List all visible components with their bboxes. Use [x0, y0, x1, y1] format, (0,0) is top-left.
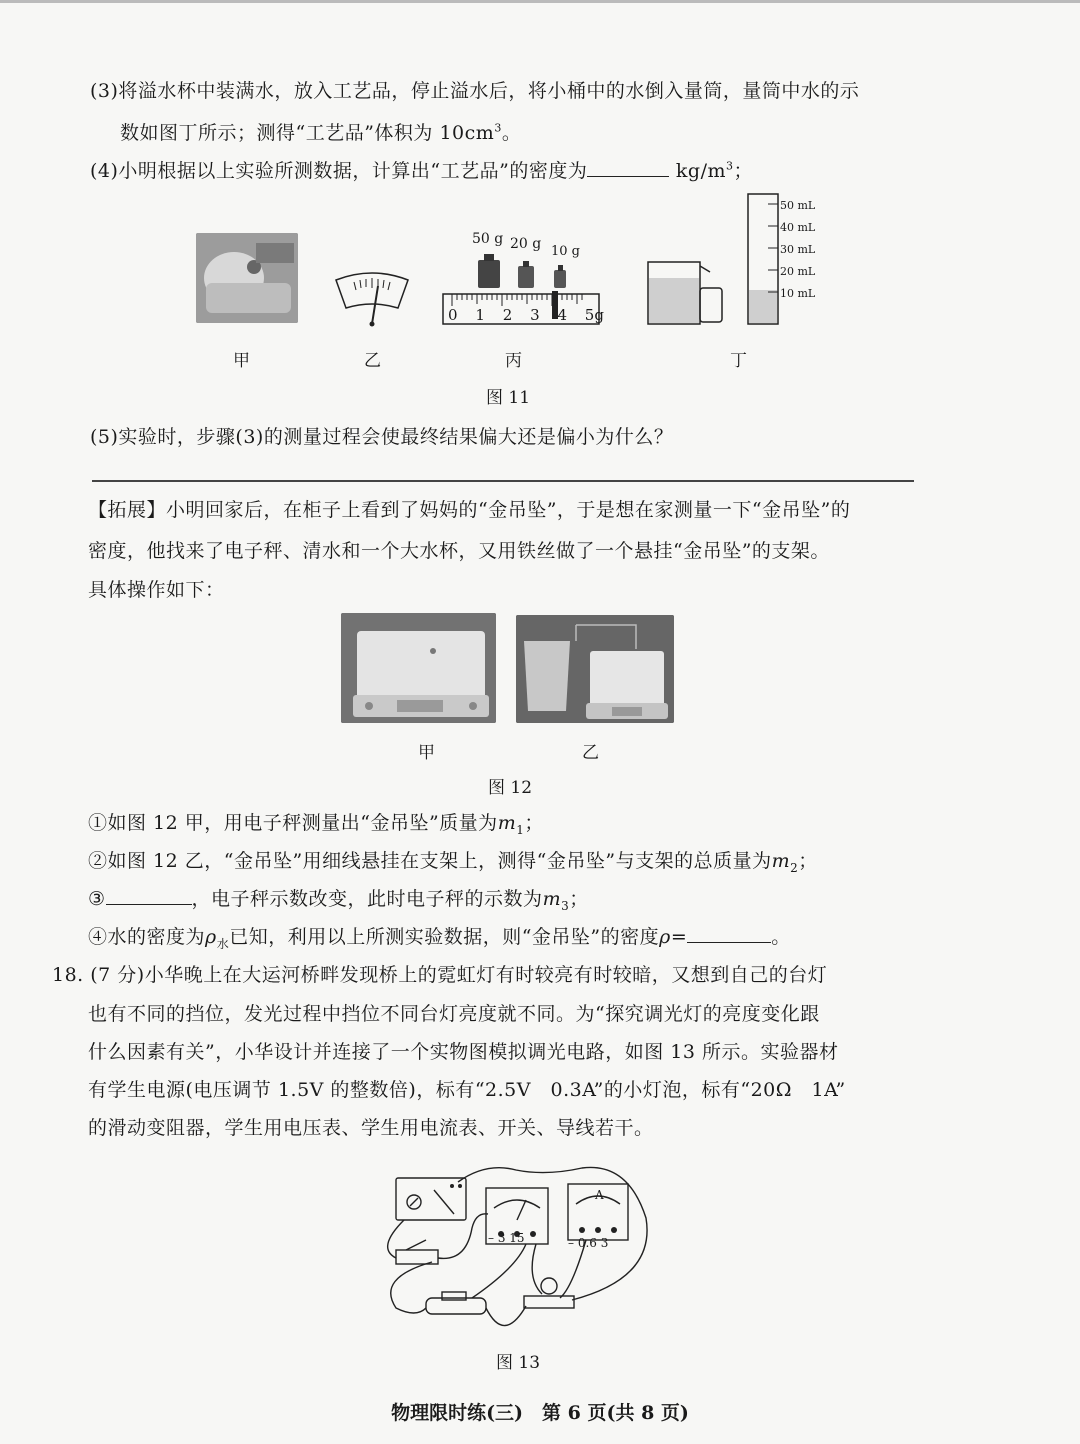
- fig11-label-jia: 甲: [233, 351, 250, 371]
- answer-blank[interactable]: [106, 885, 192, 905]
- fig11-label-ding: 丁: [730, 351, 747, 371]
- fig11-label-yi: 乙: [364, 351, 381, 371]
- voltmeter-terminals: – 3 15: [488, 1231, 525, 1245]
- cylinder-mark-40: 40 mL: [780, 221, 816, 234]
- q17-step3-line2: 数如图丁所示；测得“工艺品”体积为 $10cm^3$。: [120, 121, 522, 144]
- extension-line3: 具体操作如下：: [88, 579, 225, 601]
- balance-photo-icon: [196, 233, 298, 323]
- step-3: ③ ，电子秤示数改变，此时电子秤的示数为$m_3$；: [88, 884, 589, 913]
- fig12-scale-with-cup-photo: [516, 615, 674, 723]
- extension-line1: 【拓展】小明回家后，在柜子上看到了妈妈的“金吊坠”，于是想在家测量一下“金吊坠”的: [88, 499, 851, 521]
- fig11-caption: 图 11: [486, 388, 531, 408]
- fig11-label-bing: 丙: [505, 351, 522, 371]
- fig12-scale-photo: [341, 613, 496, 723]
- weight-10g-label: 10 g: [551, 244, 580, 259]
- fig13-caption: 图 13: [496, 1353, 541, 1373]
- q18-line3: 什么因素有关”，小华设计并连接了一个实物图模拟调光电路，如图 13 所示。实验器材: [88, 1041, 839, 1063]
- weight-50g-label: 50 g: [472, 231, 504, 247]
- step-2: ②如图 12 乙，“金吊坠”用细线悬挂在支架上，测得“金吊坠”与支架的总质量为$m_2$；: [88, 850, 818, 875]
- electronic-scale-icon: [341, 613, 496, 723]
- balance-pointer-scale-icon: [332, 268, 412, 328]
- answer-blank[interactable]: [687, 923, 771, 943]
- q18-line1: 18. (7 分)小华晚上在大运河桥畔发现桥上的霓虹灯有时较亮有时较暗，又想到自己的台灯: [52, 964, 828, 986]
- step-1: ①如图 12 甲，用电子秤测量出“金吊坠”质量为$m_1$；: [88, 812, 544, 837]
- ammeter-letter: A: [595, 1188, 604, 1202]
- fig12-caption: 图 12: [488, 778, 533, 798]
- answer-blank[interactable]: [587, 157, 669, 177]
- cylinder-mark-10: 10 mL: [780, 287, 816, 300]
- step-4: ④水的密度为$\rho_水$已知，利用以上所测实验数据，则“金吊坠”的密度ρ= 。: [88, 922, 791, 952]
- q18-line2: 也有不同的挡位，发光过程中挡位不同台灯亮度就不同。为“探究调光灯的亮度变化跟: [88, 1003, 820, 1025]
- ammeter-terminals: – 0.6 3: [568, 1236, 609, 1250]
- q17-step5: (5)实验时，步骤(3)的测量过程会使最终结果偏大还是偏小为什么？: [90, 426, 674, 448]
- q18-line5: 的滑动变阻器，学生用电压表、学生用电流表、开关、导线若干。: [88, 1117, 654, 1139]
- fig12-label-yi: 乙: [582, 743, 599, 763]
- q17-step3-line1: (3)将溢水杯中装满水，放入工艺品，停止溢水后，将小桶中的水倒入量筒，量筒中水的示: [90, 80, 860, 102]
- answer-line[interactable]: [92, 480, 914, 482]
- cylinder-mark-30: 30 mL: [780, 243, 816, 256]
- weight-20g-label: 20 g: [510, 236, 542, 252]
- q18-line4: 有学生电源(电压调节 1.5V 的整数倍)，标有“2.5V 0.3A”的小灯泡，标有“20Ω 1A”: [88, 1079, 846, 1101]
- q17-step4: (4)小明根据以上实验所测数据，计算出“工艺品”的密度为 $kg/m^3$；: [90, 156, 753, 183]
- page-footer: 物理限时练(三) 第 6 页(共 8 页): [391, 1402, 689, 1424]
- circuit-diagram-icon: [376, 1158, 676, 1348]
- scale-tick-labels: 0 1 2 3 4 5g: [448, 306, 604, 324]
- fig11-balance-photo: [196, 233, 298, 323]
- top-border: [0, 0, 1080, 3]
- fig12-label-jia: 甲: [418, 743, 435, 763]
- scale-with-water-cup-icon: [516, 615, 674, 723]
- cylinder-mark-20: 20 mL: [780, 265, 816, 278]
- cylinder-mark-50: 50 mL: [780, 199, 816, 212]
- extension-line2: 密度，他找来了电子秤、清水和一个大水杯，又用铁丝做了一个悬挂“金吊坠”的支架。: [88, 540, 830, 562]
